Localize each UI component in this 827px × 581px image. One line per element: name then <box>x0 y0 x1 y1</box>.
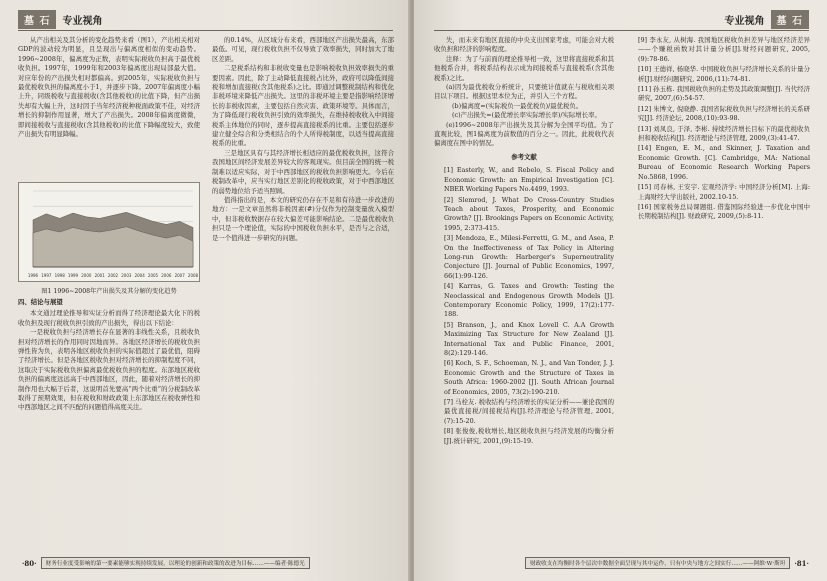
column-logo: 墓 石 <box>771 10 809 29</box>
reference-item: [12] 朱博文, 倪晓静. 我国省际税收负担与经济增长的关系研究[J]. 经济论坛, 2008,(10):93-98. <box>638 104 810 123</box>
figure-caption: 图1 1996~2008年产出损失及其分解的变化趋势 <box>41 288 177 295</box>
note: (e)1996~2008年产出损失及其分解为全国平均值。为了直观比较，图1偏离度为前数值的百分之一。因此，此税收代表偏离度在图中的情况。 <box>434 120 614 148</box>
reference-item: [8] 张俊俊,税收增长,地区税收负担与经济发展的均衡分析[J].统计研究, 2001,(9):15-19. <box>444 427 614 445</box>
x-tick-label: 2000 <box>81 273 92 278</box>
right-page-footer <box>525 557 813 569</box>
left-page-header <box>18 9 108 29</box>
formula: (c)产出损失=(最优增长率实际增长率)/实际增长率。 <box>452 111 601 120</box>
reference-item: [2] Slemrod, J. What Do Cross-Country Studies Teach about Taxes, Prosperity, and Economic Growth? [J]. Brookings Papers on Economic Activity, 1995, 2:373-415. <box>444 195 614 232</box>
x-tick-label: 2001 <box>94 273 105 278</box>
x-tick-label: 2003 <box>121 273 132 278</box>
note: (a)因为最优税收分析统计，只要统计值就在与税收相关项目以下项目。根据这里本位为正，并引入三个方程。 <box>434 83 614 101</box>
reference-item: [11] 孙玉栋. 我国税收负担的走势及其政策调整[J]. 当代经济研究, 2007,(6):54-57. <box>638 85 810 103</box>
x-tick-label: 1996 <box>27 273 39 278</box>
reference-item: [13] 刘凤良, 于泽, 李彬. 持续经济增长目标下的最优税收负担和税收结构[J]. 经济理论与经济管理, 2009,(3):41-47. <box>638 124 810 143</box>
reference-item: [5] Branson, J., and Knox Lovell C. A.A Growth Maximizing Tax Structure for New Zealand [J]. International Tax and Public Finance, 2001, 8(2):129-146. <box>444 320 614 357</box>
reference-item: [4] Karras, G. Taxes and Growth: Testing the Neoclassical and Endogenous Growth Models [J]. Contemporary Economic Policy, 1999, 17(2):177-188. <box>444 282 614 319</box>
column-title: 专业视角 <box>724 15 765 27</box>
paragraph: 一是税收负担与经济增长存在显著的非线性关系，且税收负担对经济增长的作用同时因地而异。各地区经济增长的税收负担弹性皆为负，表明各地区税收负担的实际值超过了最优值，阻碍了经济增长。但是各地区税收负担对经济增长的抑制程度不同，这取决于实际税收负担偏离最优税收负担的程度。东部地区税收负担的偏离度远远高于中西部地区，因此，随着对经济增长的抑制作用也大幅于后者，这说明首先要高“两个比重”的分税制改革取得了预期效果，但在税收和财政政策上东部地区在税收弹性和中西部地区之间不匹配的问题值得高度关注。 <box>18 328 200 412</box>
references-title: 参考文献 <box>511 152 537 161</box>
reference-item: [10] 王德祥, 杨晓华. 中国税收负担与经济增长关系的计量分析[J].财经问题研究, 2006,(11):74-81. <box>638 65 810 83</box>
reference-item: [7] 马栓友. 税收结构与经济增长的实证分析——兼论我国的最优直接税/间接税结构[J].经济理论与经济管理, 2001,(7):15-20. <box>444 398 614 425</box>
left-column-bottom <box>18 296 200 546</box>
left-column-top <box>18 36 200 180</box>
x-tick-label: 2008 <box>187 273 199 278</box>
paragraph: 从产出相关及其分析的变化趋势来看（图1），产出相关相对GDP的波动较为明显，且呈现出与偏离度相似的变动趋势。1996~2008年，偏离度为正数，表明实际税收负担高于最优税收负担。1997年，1999年和2003年偏离度出现局部最大值。对应年份的产出损失相对都偏高。到2005年，实际税收负担与最优税收负担的偏离度小于1，并逐步下降。2007年偏离度小幅上升，同级税收与直接税收(含其他税收)的比值下降，但产出损失却有大幅上升，这时因于当年经济税种税面政策不佳，对经济增长的抑制作用显著，增大了产出损失。2008年偏离度微微，即间接税收与直接税收(含其他税收)的比值下降幅度较大，致使产出损失有明显降幅。 <box>18 36 200 139</box>
x-tick-label: 1999 <box>67 273 79 278</box>
paragraph: 三是地区具有与其经济增长相适应的最优税收负担，这符合我国地区间经济发展差异较大的客观现实。但目前全国的统一税制难以适应实际，对于中西部地区的税收负担影响更大。今后在税制改革中，应当实行地区差别化的税收政策，对于中西部地区的弱势地位给予适当照顾。 <box>212 148 394 195</box>
reference-item: [14] Engen, E. M., and Skinner, J. Taxation and Economic Growth. [C]. Cambridge, MA: National Bureau of Economic Research Working Papers No.5868, 1996. <box>638 144 810 181</box>
x-tick-label: 1997 <box>41 273 52 278</box>
column-title: 专业视角 <box>62 15 103 27</box>
reference-list <box>628 36 810 222</box>
section-heading: 四、结论与展望 <box>18 298 63 306</box>
column-logo: 墓 石 <box>18 10 56 29</box>
x-tick-label: 2006 <box>161 273 172 278</box>
paragraph: 失，而未来有地区直接的中央支出国家考虑，可能会对大税收负担和经济的影响程度。 <box>434 36 614 54</box>
paragraph: 本文通过理论推导和实证分析而得了经济理论最大化下的税收负担及现行税收负担引致的产出损失，得出以下结论： <box>18 309 200 327</box>
left-column-right <box>212 36 394 546</box>
footer-motto: 财务行业度受影响的第一要素能够实现持续发展，以理论的创新和政策的改进为目标……——编者·陈德光 <box>41 557 310 569</box>
reference-item: [16] 国家税务总局课题组. 借鉴国际经验进一步优化中国中长期税制结构[J]. 财政研究, 2009,(5):8-11. <box>638 202 810 221</box>
reference-item: [6] Koch, S. F., Schoeman, N. J., and Van Tonder, J. J. Economic Growth and the Structure of Taxes in South Africa: 1960-2002 [J]. South African Journal of Economics, 2005, 73(2):190-210. <box>444 359 614 396</box>
footer-motto: 财政收支在均衡时各个层次中数据全面呈现与其中运作，只有中央与地方之间实行……——阿维·W·斯坦 <box>525 557 790 569</box>
paragraph: 的0.14%，从区域分布来看，西部地区产出损失最高，东部最低。可见，现行税收负担不仅导致了效率损失，同时加大了地区差距。 <box>212 36 394 63</box>
formula: (b)偏离度=(实际税负一最优税负)/最优税负。 <box>452 101 583 110</box>
left-page-footer <box>18 557 310 569</box>
right-page-header <box>719 9 809 29</box>
right-page <box>414 0 827 581</box>
note: 注释：为了与前面的理论推导相一致，这里将直接税系和其他税系合并，将税系结构表示成为间接税系与直接税系(含其他税系)之比。 <box>434 54 614 82</box>
reference-item: [9] 李永友, 从树海. 我国地区税收负担差异与地区经济差异——个赚税函数对其计量分析[J].财经问题研究, 2005,(9):78-86. <box>638 36 810 63</box>
header-rule <box>434 30 809 31</box>
right-column-right <box>628 36 810 546</box>
x-tick-label: 2004 <box>134 273 145 278</box>
right-column-left <box>434 36 614 546</box>
reference-item: [3] Mendoza, E., Milesi-Ferretti, G. M., and Asea, P. On the Ineffectiveness of Tax Policy in Altering Long-run Growth: Harberger's Superneutrality Conjecture [J]. Journal of Public Economics, 1997, 66(1):99-126. <box>444 234 614 280</box>
page-number: ·80· <box>22 558 37 568</box>
reference-list <box>434 166 614 446</box>
paragraph: 二是税系结构和非税收变量也是影响税收负担效率损失的重要因素。因此，除了主动降低直接税占比外，政府可以降低间接税和增加直接税(含其他税系)之比。即通过调整税制结构和优化非税环境来降低产出损失。这里的非税环境主要是指影响经济增长的非税收因素，主要包括自然灾害、政策环境等。具体而言，为了降低现行税收负担引致的效率损失，在维持税收收入中间接税系主体地位的同时，逐步提高直接税系的比重。主要包括逐步建立健全综合和分类相结合的个人所得税制度，以适当提高直接税系的比重。 <box>212 64 394 148</box>
x-tick-label: 2002 <box>107 273 119 278</box>
x-tick-label: 2005 <box>147 273 159 278</box>
paragraph: 值得指出的是，本文的研究仍存在不足和有待进一步改进的地方：一是文章虽然将非税因素(#)分仅作为控制变量放入模型中，但非税收数据存在较大偏差可能影响结论。二是最优税收负担只是一个理论值，实际的中国税收负担水平，是否与之合适，是一个值得进一步研究的问题。 <box>212 195 394 242</box>
reference-item: [1] Easterly, W., and Rebelo, S. Fiscal Policy and Economic Growth: an Empirical Investigation [C]. NBER Working Papers No.4499, 1993. <box>444 166 614 194</box>
left-page <box>0 0 410 581</box>
trend-chart <box>18 182 200 282</box>
chart-svg <box>19 183 199 281</box>
x-tick-label: 1998 <box>54 273 65 278</box>
reference-item: [15] 司春林, 王安宇. 宏观经济学: 中国经济分析[M]. 上海: 上海财经大学出版社, 2002.10-15. <box>638 183 810 201</box>
page-number: ·81· <box>794 558 809 568</box>
header-rule <box>18 30 393 31</box>
x-tick-label: 2007 <box>174 273 185 278</box>
